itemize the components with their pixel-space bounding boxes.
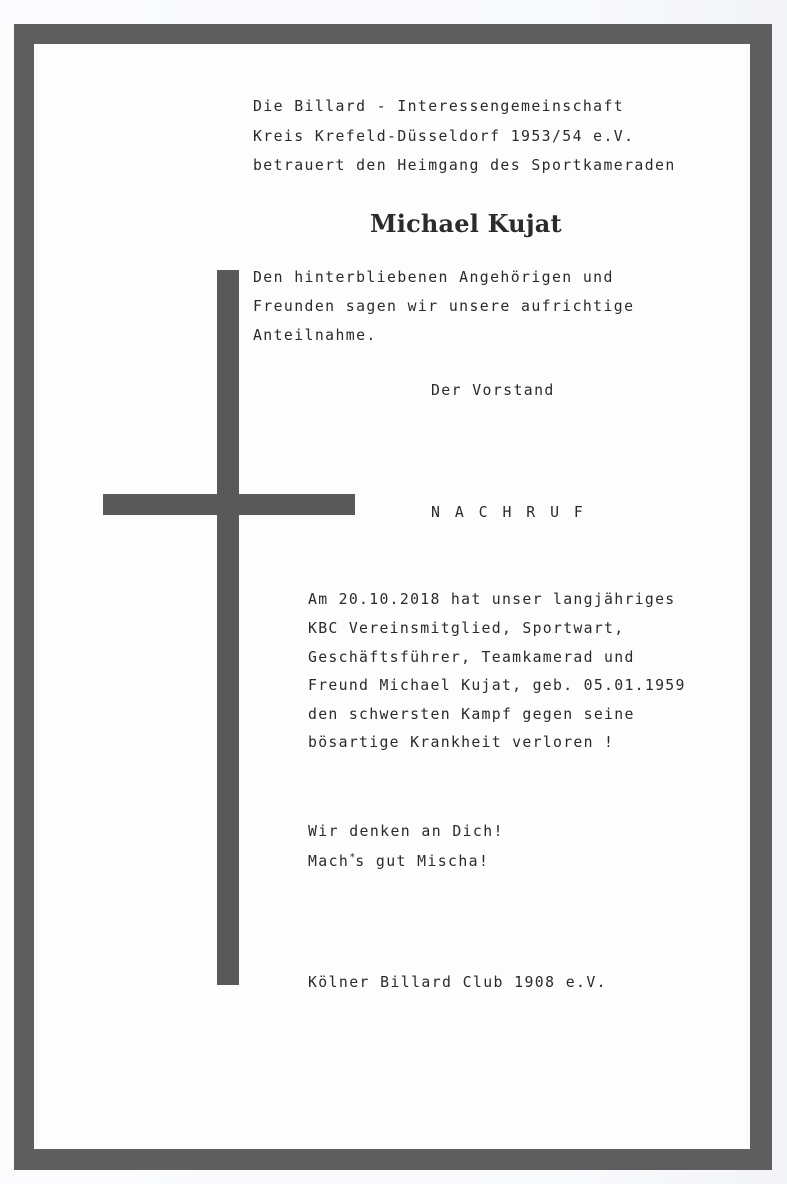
header-line-3: betrauert den Heimgang des Sportkameraden [253, 157, 676, 174]
board-signature: Der Vorstand [431, 382, 555, 399]
cross-vertical-bar [217, 270, 239, 985]
farewell-line-2 [308, 852, 489, 872]
farewell-line-1: Wir denken an Dich! [308, 823, 504, 840]
header-line-2: Kreis Krefeld-Düsseldorf 1953/54 e.V. [253, 128, 635, 145]
condolence-line-2: Freunden sagen wir unsere aufrichtige [253, 298, 635, 315]
nachruf-line-5: den schwersten Kampf gegen seine [308, 706, 635, 723]
farewell-line-2-part-b: s gut Mischa! [355, 853, 490, 870]
nachruf-line-4: Freund Michael Kujat, geb. 05.01.1959 [308, 677, 686, 694]
nachruf-line-6: bösartige Krankheit verloren ! [308, 734, 615, 751]
club-signature: Kölner Billard Club 1908 e.V. [308, 974, 607, 991]
condolence-line-1: Den hinterbliebenen Angehörigen und [253, 269, 614, 286]
nachruf-line-1: Am 20.10.2018 hat unser langjähriges [308, 591, 676, 608]
nachruf-line-3: Geschäftsführer, Teamkamerad und [308, 649, 635, 666]
nachruf-title: N A C H R U F [431, 504, 586, 521]
deceased-name-heading: Michael Kujat [370, 209, 562, 238]
header-line-1: Die Billard - Interessengemeinschaft [253, 98, 625, 115]
farewell-asterisk: * [349, 852, 356, 863]
cross-horizontal-bar [103, 494, 355, 515]
nachruf-line-2: KBC Vereinsmitglied, Sportwart, [308, 620, 625, 637]
farewell-line-2-part-a: Mach [308, 853, 350, 870]
condolence-line-3: Anteilnahme. [253, 327, 377, 344]
